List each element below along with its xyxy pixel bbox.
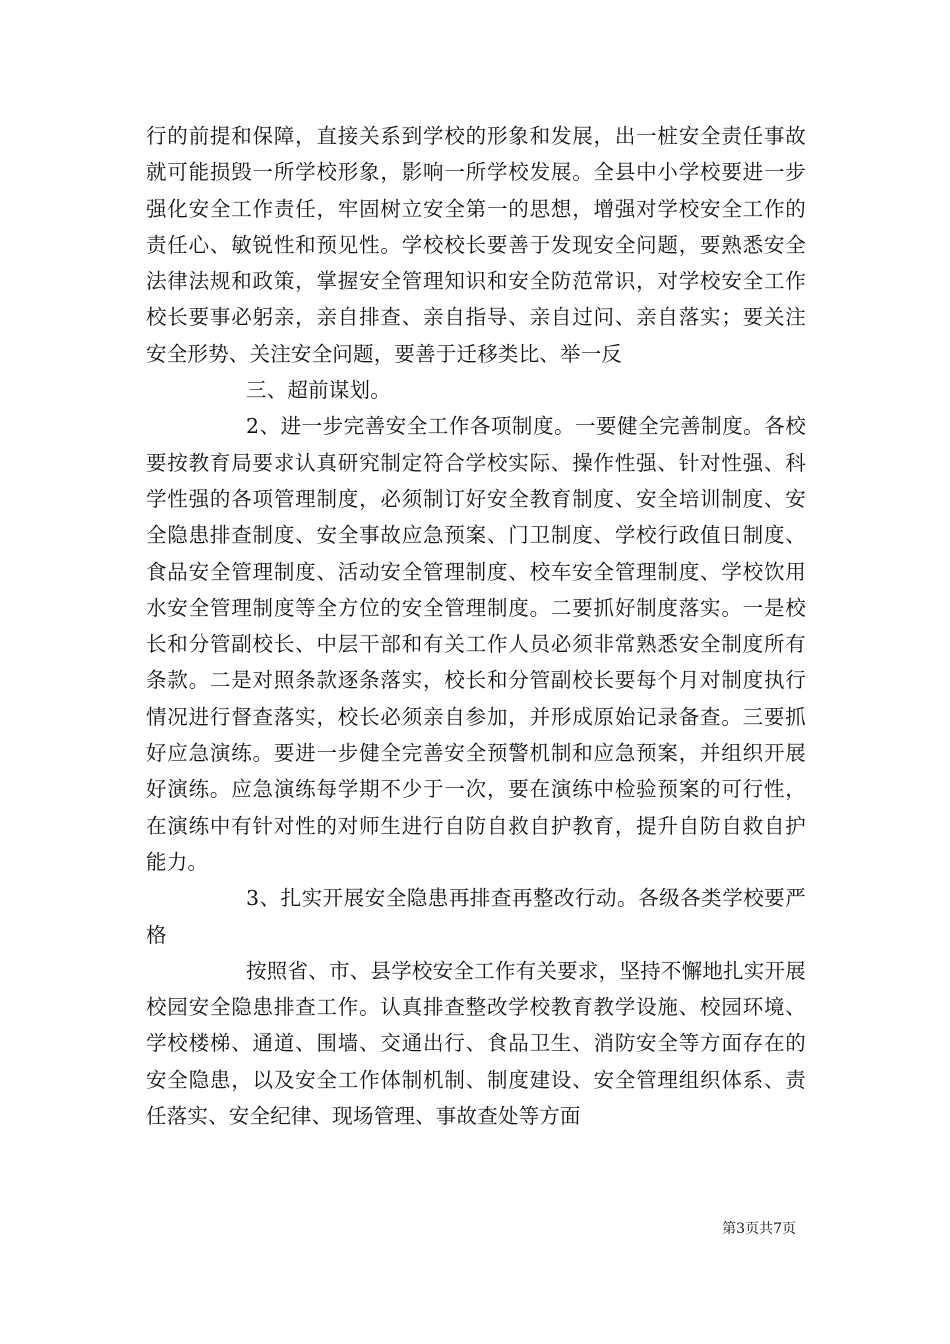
paragraph-1: 行的前提和保障，直接关系到学校的形象和发展，出一桩安全责任事故就可能损毁一所学校形象，影响一所学校发展。全县中小学校要进一步强化安全工作责任，牢固树立安全第一的思想，增强对学校安全工作的责任心、敏锐性和预见性。学校校长要善于发现安全问题，要熟悉安全法律法规和政策，掌握安全管理知识和安全防范常识，对学校安全工作校长要事必躬亲，亲自排查、亲自指导、亲自过问、亲自落实；要关注安全形势、关注安全问题，要善于迁移类比、举一反 (146, 124, 806, 366)
page-number: 第3页共7页 (722, 1221, 796, 1237)
section-heading: 三、超前谋划。 (246, 378, 391, 403)
paragraph-2: 2、进一步完善安全工作各项制度。一要健全完善制度。各校要按教育局要求认真研究制定符合学校实际、操作性强、针对性强、科学性强的各项管理制度，必须制订好安全教育制度、安全培训制度、安全隐患排查制度、安全事故应急预案、门卫制度、学校行政值日制度、食品安全管理制度、活动安全管理制度、校车安全管理制度、学校饮用水安全管理制度等全方位的安全管理制度。二要抓好制度落实。一是校长和分管副校长、中层干部和有关工作人员必须非常熟悉安全制度所有条款。二是对照条款逐条落实，校长和分管副校长要每个月对制度执行情况进行督查落实，校长必须亲自参加，并形成原始记录备查。三要抓好应急演练。要进一步健全完善安全预警机制和应急预案，并组织开展好演练。应急演练每学期不少于一次，要在演练中检验预案的可行性，在演练中有针对性的对师生进行自防自救自护教育，提升自防自救自护能力。 (146, 414, 806, 874)
paragraph-3: 3、扎实开展安全隐患再排查再整改行动。各级各类学校要严格 (146, 886, 806, 947)
paragraph-4: 按照省、市、县学校安全工作有关要求，坚持不懈地扎实开展校园安全隐患排查工作。认真排查整改学校教育教学设施、校园环境、学校楼梯、通道、围墙、交通出行、食品卫生、消防安全等方面存在的安全隐患，以及安全工作体制机制、制度建设、安全管理组织体系、责任落实、安全纪律、现场管理、事故查处等方面 (146, 958, 806, 1129)
document-body (146, 118, 806, 1134)
